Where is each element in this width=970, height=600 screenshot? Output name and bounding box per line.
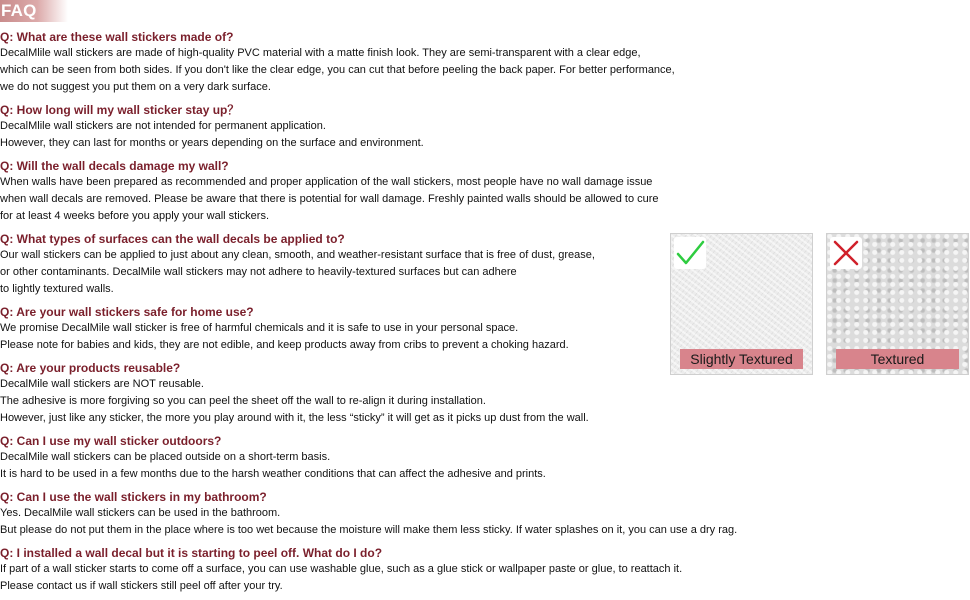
slightly-textured-panel bbox=[670, 233, 813, 375]
answer-line: When walls have been prepared as recommended and proper application of the wall stickers, most people have no wall damage issue bbox=[0, 176, 653, 188]
answer-line: If part of a wall sticker starts to come off a surface, you can use washable glue, such as a glue stick or wallpaper paste or glue, to reattach it. bbox=[0, 563, 683, 575]
answer-line: We promise DecalMile wall sticker is free of harmful chemicals and it is safe to use in your personal space. bbox=[0, 322, 519, 334]
answer-line: However, just like any sticker, the more you play around with it, the less “sticky” it will get as it picks up dust from the wall. bbox=[0, 412, 589, 424]
faq-answer bbox=[0, 118, 830, 152]
answer-line: DecalMile wall stickers are NOT reusable. bbox=[0, 378, 204, 390]
faq-question: Q: Will the wall decals damage my wall? bbox=[0, 159, 229, 173]
faq-question: Q: Can I use my wall sticker outdoors? bbox=[0, 434, 222, 448]
answer-line: DecalMlile wall stickers are not intended for permanent application. bbox=[0, 120, 326, 132]
faq-header bbox=[0, 0, 68, 22]
answer-line: However, they can last for months or years depending on the surface and environment. bbox=[0, 137, 424, 149]
answer-line: when wall decals are removed. Please be aware that there is potential for wall damage. Freshly painted walls should be allowed to cure bbox=[0, 193, 659, 205]
faq-answer bbox=[0, 376, 830, 427]
textured-panel bbox=[826, 233, 969, 375]
answer-line: DecalMlile wall stickers are made of high-quality PVC material with a matte finish look. They are semi-transparent with a clear edge, bbox=[0, 47, 641, 59]
faq-question: Q: How long will my wall sticker stay up？ bbox=[0, 103, 240, 117]
answer-line: It is hard to be used in a few months due to the harsh weather conditions that can affect the adhesive and prints. bbox=[0, 468, 546, 480]
answer-line: which can be seen from both sides. If you don't like the clear edge, you can cut that before peeling the back paper. For better performance, bbox=[0, 64, 675, 76]
cross-icon bbox=[830, 237, 862, 269]
faq-question: Q: What types of surfaces can the wall decals be applied to? bbox=[0, 232, 345, 246]
faq-question: Q: Are your wall stickers safe for home use? bbox=[0, 305, 254, 319]
cross-icon-svg bbox=[830, 237, 862, 269]
faq-item bbox=[0, 546, 830, 595]
check-icon-svg bbox=[674, 237, 706, 269]
answer-line: Yes. DecalMile wall stickers can be used in the bathroom. bbox=[0, 507, 281, 519]
faq-answer bbox=[0, 561, 830, 595]
answer-line: we do not suggest you put them on a very dark surface. bbox=[0, 81, 271, 93]
answer-line: Our wall stickers can be applied to just about any clean, smooth, and weather-resistant surface that is free of dust, grease, bbox=[0, 249, 595, 261]
faq-question: Q: I installed a wall decal but it is starting to peel off. What do I do? bbox=[0, 546, 383, 560]
faq-item bbox=[0, 30, 830, 96]
check-icon bbox=[674, 237, 706, 269]
faq-item bbox=[0, 490, 830, 539]
faq-answer bbox=[0, 45, 830, 96]
answer-line: Please contact us if wall stickers still peel off after your try. bbox=[0, 580, 283, 592]
answer-line: for at least 4 weeks before you apply your wall stickers. bbox=[0, 210, 270, 222]
faq-title: FAQ bbox=[1, 1, 37, 20]
faq-question: Q: Can I use the wall stickers in my bathroom? bbox=[0, 490, 267, 504]
answer-line: But please do not put them in the place where is too wet because the moisture will make them less sticky. If water splashes on it, you can use a dry rag. bbox=[0, 524, 738, 536]
faq-question: Q: What are these wall stickers made of? bbox=[0, 30, 234, 44]
answer-line: DecalMile wall stickers can be placed outside on a short-term basis. bbox=[0, 451, 331, 463]
faq-answer bbox=[0, 449, 830, 483]
faq-answer bbox=[0, 505, 830, 539]
faq-question: Q: Are your products reusable? bbox=[0, 361, 181, 375]
answer-line: Please note for babies and kids, they are not edible, and keep products away from cribs to prevent a choking hazard. bbox=[0, 339, 569, 351]
answer-line: or other contaminants. DecalMile wall stickers may not adhere to heavily-textured surfaces but can adhere bbox=[0, 266, 517, 278]
faq-item bbox=[0, 159, 830, 225]
textured-label: Textured bbox=[836, 349, 959, 369]
faq-item bbox=[0, 103, 830, 152]
answer-line: The adhesive is more forgiving so you can peel the sheet off the wall to re-align it during installation. bbox=[0, 395, 486, 407]
faq-item bbox=[0, 434, 830, 483]
faq-answer bbox=[0, 174, 830, 225]
answer-line: to lightly textured walls. bbox=[0, 283, 114, 295]
slightly-textured-label: Slightly Textured bbox=[680, 349, 803, 369]
